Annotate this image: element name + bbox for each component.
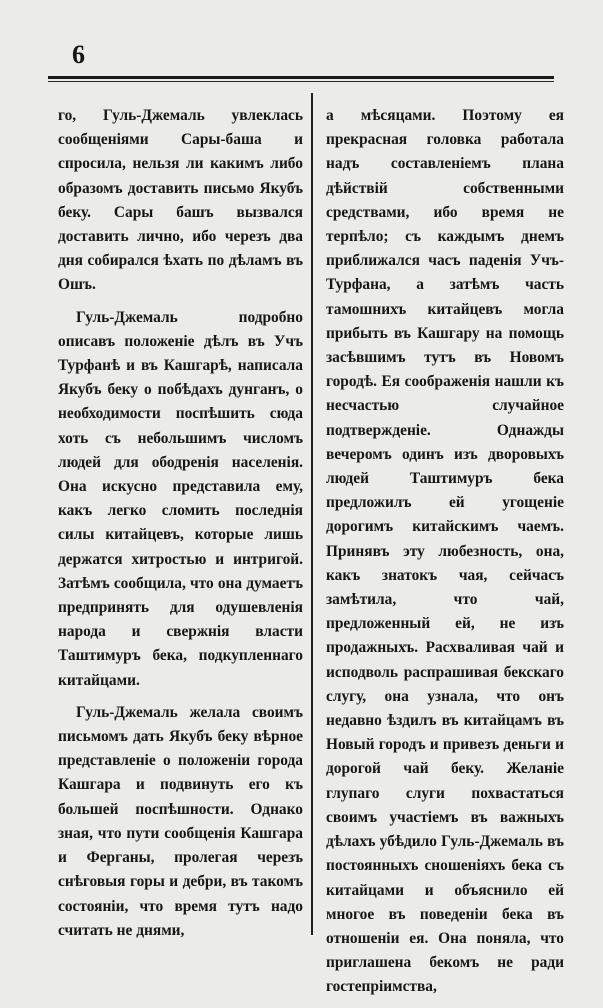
left-paragraph-1: го, Гуль-Джемаль увлеклась сообщеніями Сары-баша и спросила, нельзя ли какимъ либо образомъ доставить письмо Якубъ беку. Сары башъ вызвался доставить лично, ибо черезъ два дня собирался ѣхать по дѣламъ въ Ошъ. (58, 107, 303, 294)
left-paragraph-2: Гуль-Джемаль подробно описавъ положеніе дѣлъ въ Учъ Турфанѣ и въ Кашгарѣ, написала Якубъ беку о побѣдахъ дунганъ, о необходимости поспѣшить сюда хоть съ небольшимъ числомъ людей для ободренія населенія. Она искусно представила ему, какъ легко сломить последнія силы китайцевъ, которые лишь держатся хитростью и интригой. Затѣмъ сообщила, что она думаетъ предпринять для одушевленія народа и свержнія власти Таштимуръ бека, подкупленнаго китайцами. (58, 308, 303, 689)
right-column (326, 104, 564, 1008)
header-rule (48, 76, 554, 79)
header-rule-thin (48, 81, 554, 82)
page-number: 6 (72, 40, 85, 69)
right-paragraph-1: а мѣсяцами. Поэтому ея прекрасная головка работала надъ составленіемъ плана дѣйствій собственными средствами, ибо время не терпѣло; съ каждымъ днемъ приближался часъ паденія Учъ-Турфана, а затѣмъ часть тамошнихъ китайцевъ могла прибыть въ Кашгару на помощь засѣвшимъ тутъ въ Новомъ городѣ. Ея соображенія нашли къ несчастью случайное подтвержденіе. Однажды вечеромъ одинъ изъ дворовыхъ людей Таштимуръ бека предложилъ ей угощеніе дорогимъ китайскимъ чаемъ. Принявъ эту любезность, она, какъ знатокъ чая, сейчасъ замѣтила, что чай, предложенный ей, не изъ продажныхъ. Расхваливая чай и исподволь распрашивая бекскаго слугу, она узнала, что онъ недавно ѣздилъ въ китайцамъ въ Новый городъ и привезъ деньги и дорогой чай беку. Желаніе глупаго слуги похвастаться своимъ участіемъ въ важныхъ дѣлахъ убѣдило Гуль-Джемаль въ постоянныхъ сношеніяхъ бека съ китайцами и объяснило ей многое въ поведеніи бека въ отношеніи ея. Она поняла, что приглашена бекомъ не ради гостепріимства, (326, 107, 564, 996)
left-column (58, 104, 303, 951)
column-divider (311, 93, 313, 935)
left-paragraph-3: Гуль-Джемаль желала своимъ письмомъ дать Якубъ беку вѣрное представленіе о положеніи города Кашгара и подвинуть его къ большей поспѣшности. Однако зная, что пути сообщенія Кашгара и Ферганы, пролегая черезъ снѣговыя горы и дебри, въ такомъ состояніи, что время тутъ надо считать не днями, (58, 703, 303, 939)
